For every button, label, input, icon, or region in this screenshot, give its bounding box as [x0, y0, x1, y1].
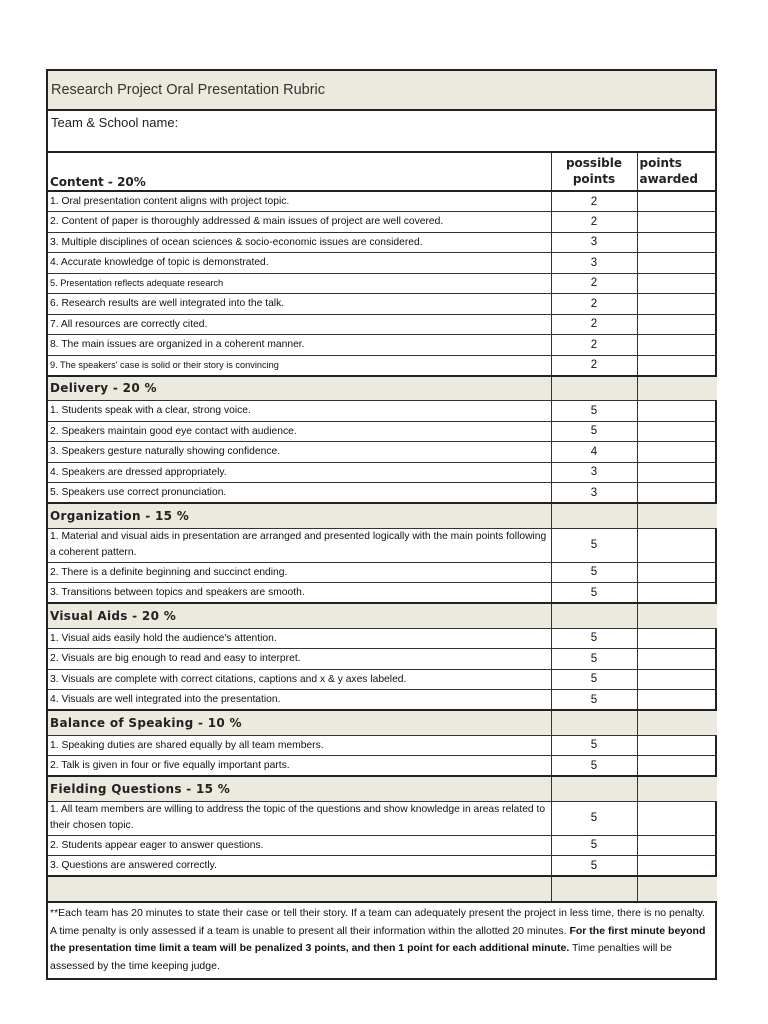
criterion-text: 1. Material and visual aids in presentation are arranged and presented logically with the main points following a coherent pattern. [48, 528, 551, 562]
table-row [48, 669, 717, 690]
criterion-text: 9. The speakers' case is solid or their story is convincing [48, 355, 551, 376]
note-bold-text: For the first minute beyond the presentation time limit a team will be penalized 3 points, and then 1 point for each additional minute. [50, 924, 706, 954]
section-header-balance [48, 710, 717, 735]
table-row [48, 355, 717, 376]
table-row [48, 801, 717, 835]
section-header-fielding [48, 776, 717, 801]
rubric-title: Research Project Oral Presentation Rubric [48, 71, 715, 111]
possible-points: 3 [551, 462, 637, 483]
criterion-text: 2. Speakers maintain good eye contact with audience. [48, 421, 551, 442]
table-row [48, 212, 717, 233]
points-awarded-cell[interactable] [637, 253, 717, 274]
possible-points: 2 [551, 335, 637, 356]
criterion-text: 2. Students appear eager to answer questions. [48, 835, 551, 856]
points-awarded-cell[interactable] [637, 335, 717, 356]
possible-points: 5 [551, 649, 637, 670]
possible-points: 5 [551, 690, 637, 711]
criterion-text: 7. All resources are correctly cited. [48, 314, 551, 335]
possible-points: 5 [551, 421, 637, 442]
possible-points: 4 [551, 442, 637, 463]
table-row [48, 442, 717, 463]
criterion-text: 3. Questions are answered correctly. [48, 856, 551, 877]
possible-points: 5 [551, 583, 637, 604]
points-awarded-cell[interactable] [637, 314, 717, 335]
section-title-content: Content - 20% [50, 175, 146, 189]
table-row [48, 649, 717, 670]
possible-points: 5 [551, 628, 637, 649]
table-row [48, 232, 717, 253]
table-row [48, 462, 717, 483]
points-awarded-cell[interactable] [637, 690, 717, 711]
criterion-text: 4. Accurate knowledge of topic is demonstrated. [48, 253, 551, 274]
points-awarded-cell[interactable] [637, 628, 717, 649]
table-row [48, 756, 717, 777]
criterion-text: 2. Visuals are big enough to read and easy to interpret. [48, 649, 551, 670]
points-awarded-cell[interactable] [637, 462, 717, 483]
section-title: Balance of Speaking - 10 % [48, 710, 551, 735]
table-row [48, 856, 717, 877]
table-row [48, 335, 717, 356]
points-awarded-cell[interactable] [637, 483, 717, 504]
section-awarded-cell[interactable] [637, 603, 717, 628]
possible-points: 2 [551, 212, 637, 233]
possible-points: 3 [551, 253, 637, 274]
possible-points: 5 [551, 562, 637, 583]
criterion-text: 3. Multiple disciplines of ocean sciences & socio-economic issues are considered. [48, 232, 551, 253]
table-row [48, 421, 717, 442]
possible-points: 3 [551, 483, 637, 504]
note-text-end: Time penalties will be assessed by the time keeping judge. [50, 942, 672, 972]
criterion-text: 3. Visuals are complete with correct citations, captions and x & y axes labeled. [48, 669, 551, 690]
table-row [48, 583, 717, 604]
note-text: **Each team has 20 minutes to state their case or tell their story. If a team can adequately present the project in less time, there is no penalty. A time penalty is only assessed if a team is unable to present all their information within the allotted 20 minutes. [50, 907, 706, 937]
header-row [48, 153, 717, 191]
section-awarded-cell[interactable] [637, 376, 717, 401]
criterion-text: 3. Transitions between topics and speakers are smooth. [48, 583, 551, 604]
rubric-table [48, 153, 717, 901]
table-row [48, 528, 717, 562]
criterion-text: 3. Speakers gesture naturally showing confidence. [48, 442, 551, 463]
possible-points: 3 [551, 232, 637, 253]
points-awarded-header: points awarded [637, 153, 717, 191]
possible-points: 2 [551, 355, 637, 376]
team-school-name-field[interactable]: Team & School name: [48, 111, 715, 153]
criterion-text: 2. Talk is given in four or five equally important parts. [48, 756, 551, 777]
points-awarded-cell[interactable] [637, 756, 717, 777]
table-row [48, 273, 717, 294]
section-title: Delivery - 20 % [48, 376, 551, 401]
criterion-text: 5. Speakers use correct pronunciation. [48, 483, 551, 504]
criterion-text: 4. Visuals are well integrated into the presentation. [48, 690, 551, 711]
points-awarded-cell[interactable] [637, 401, 717, 422]
possible-points: 5 [551, 528, 637, 562]
table-row [48, 294, 717, 315]
table-row [48, 735, 717, 756]
table-row [48, 314, 717, 335]
criterion-text: 2. There is a definite beginning and succinct ending. [48, 562, 551, 583]
possible-points: 5 [551, 835, 637, 856]
section-awarded-cell[interactable] [637, 503, 717, 528]
section-title: Fielding Questions - 15 % [48, 776, 551, 801]
criterion-text: 1. Visual aids easily hold the audience's attention. [48, 628, 551, 649]
points-awarded-cell[interactable] [637, 562, 717, 583]
points-awarded-cell[interactable] [637, 442, 717, 463]
criterion-text: 4. Speakers are dressed appropriately. [48, 462, 551, 483]
possible-points-header: possible points [551, 153, 637, 191]
points-awarded-cell[interactable] [637, 835, 717, 856]
table-row [48, 401, 717, 422]
points-awarded-cell[interactable] [637, 232, 717, 253]
section-title: Organization - 15 % [48, 503, 551, 528]
criterion-text: 1. Oral presentation content aligns with project topic. [48, 191, 551, 212]
points-awarded-cell[interactable] [637, 191, 717, 212]
points-awarded-cell[interactable] [637, 649, 717, 670]
table-row [48, 690, 717, 711]
possible-points: 5 [551, 735, 637, 756]
points-awarded-cell[interactable] [637, 355, 717, 376]
possible-points: 5 [551, 669, 637, 690]
points-awarded-cell[interactable] [637, 583, 717, 604]
points-awarded-cell[interactable] [637, 528, 717, 562]
possible-points: 5 [551, 856, 637, 877]
points-awarded-cell[interactable] [637, 273, 717, 294]
possible-points: 2 [551, 294, 637, 315]
criterion-text: 1. Students speak with a clear, strong voice. [48, 401, 551, 422]
total-row [48, 876, 717, 901]
criterion-text: 2. Content of paper is thoroughly addressed & main issues of project are well covered. [48, 212, 551, 233]
table-row [48, 562, 717, 583]
points-awarded-cell[interactable] [637, 421, 717, 442]
table-row [48, 191, 717, 212]
section-awarded-cell[interactable] [637, 776, 717, 801]
points-awarded-cell[interactable] [637, 735, 717, 756]
possible-points: 2 [551, 273, 637, 294]
section-header-delivery [48, 376, 717, 401]
table-row [48, 628, 717, 649]
possible-points: 5 [551, 401, 637, 422]
section-title: Visual Aids - 20 % [48, 603, 551, 628]
criterion-text: 6. Research results are well integrated into the talk. [48, 294, 551, 315]
criterion-text: 8. The main issues are organized in a coherent manner. [48, 335, 551, 356]
points-awarded-cell[interactable] [637, 294, 717, 315]
total-awarded-cell[interactable] [637, 876, 717, 901]
time-penalty-note [48, 901, 715, 978]
section-awarded-cell[interactable] [637, 710, 717, 735]
possible-points: 2 [551, 314, 637, 335]
points-awarded-cell[interactable] [637, 212, 717, 233]
points-awarded-cell[interactable] [637, 801, 717, 835]
section-header-organization [48, 503, 717, 528]
points-awarded-cell[interactable] [637, 669, 717, 690]
section-header-visual-aids [48, 603, 717, 628]
table-row [48, 253, 717, 274]
table-row [48, 835, 717, 856]
possible-points: 5 [551, 801, 637, 835]
table-row [48, 483, 717, 504]
criterion-text: 1. All team members are willing to address the topic of the questions and show knowledge in areas related to their chosen topic. [48, 801, 551, 835]
possible-points: 5 [551, 756, 637, 777]
points-awarded-cell[interactable] [637, 856, 717, 877]
criterion-text: 1. Speaking duties are shared equally by all team members. [48, 735, 551, 756]
criterion-text: 5. Presentation reflects adequate research [48, 273, 551, 294]
possible-points: 2 [551, 191, 637, 212]
rubric-sheet [46, 69, 717, 980]
